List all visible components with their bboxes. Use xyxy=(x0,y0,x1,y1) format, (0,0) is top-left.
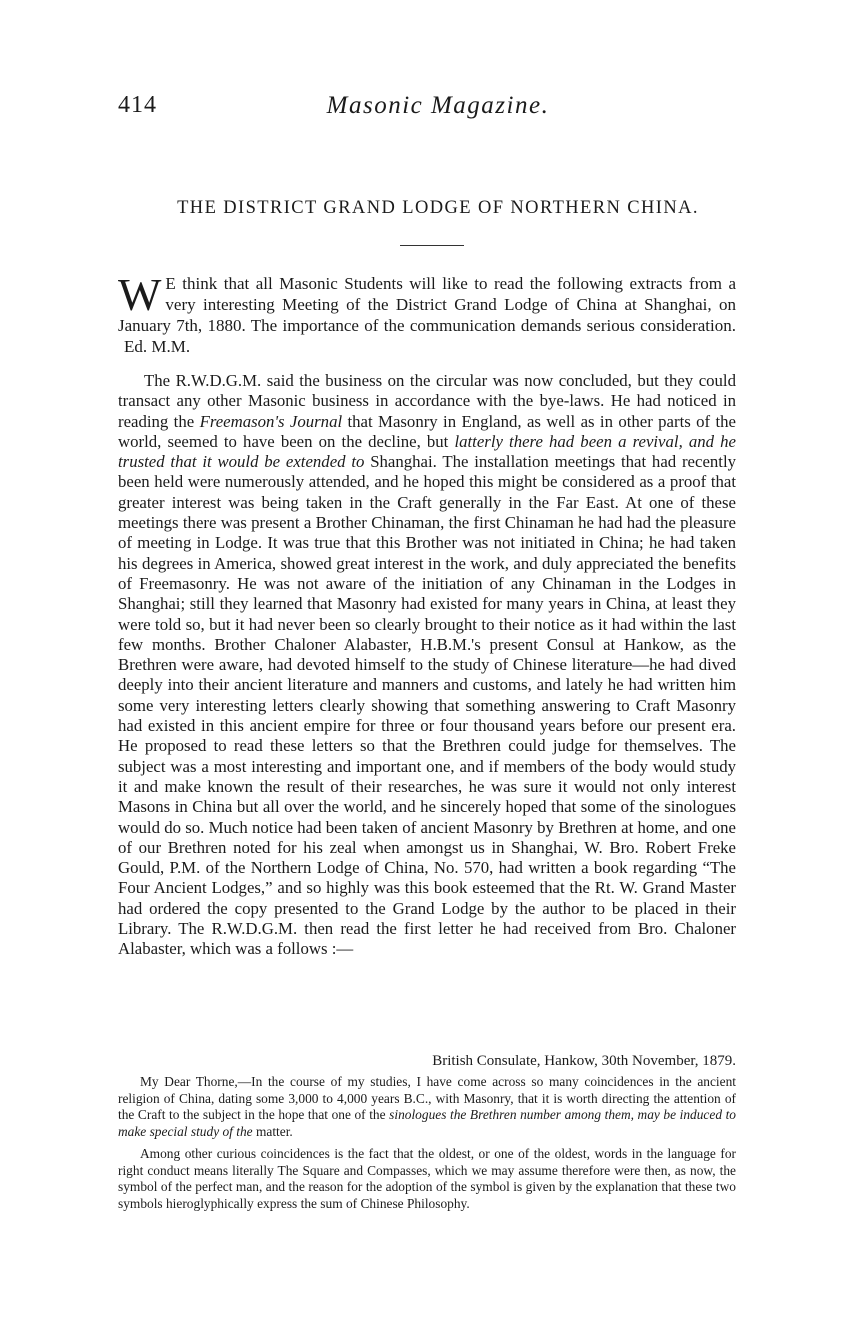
main-text-part-1: The R.W.D.G.M. said the business on the circular was now concluded, but they could transact any other Masonic business in accordance with the bye-laws. He had noticed in reading the xyxy=(118,371,736,431)
letter-text-1: My Dear Thorne,—In the course of my studies, I have come across so many coincidences in the ancient religion of China, dating some 3,000 to 4,000 years B.C., with Masonry, that it is worth directing the attention of the Craft to the subject in the hope that one of the xyxy=(118,1074,736,1123)
intro-paragraph xyxy=(118,269,736,357)
intro-text: E think that all Masonic Students will like to read the following extracts from a very interesting Meeting of the District Grand Lodge of China at Shanghai, on January 7th, 1880. The importance of the communication demands serious consideration. xyxy=(118,274,736,335)
running-head xyxy=(118,92,758,122)
editor-sign: Ed. M.M. xyxy=(124,337,191,356)
article-title: THE DISTRICT GRAND LODGE OF NORTHERN CHINA. xyxy=(177,198,699,218)
main-text-part-2: that Masonry in England, as well as in other parts of the world, seemed to have been on the decline, but xyxy=(118,411,737,451)
drop-cap: W xyxy=(118,269,162,320)
letter-dateline: British Consulate, Hankow, 30th November, 1879. xyxy=(432,1053,736,1069)
page-number: 414 xyxy=(118,92,157,118)
letter-body xyxy=(118,1074,736,1218)
letter-text-1-end: matter. xyxy=(252,1124,293,1140)
main-text-italic: latterly there had been a revival, and he trusted that it would be extended to xyxy=(118,431,736,472)
letter-paragraph-1 xyxy=(118,1074,736,1141)
main-text-part-3: Shanghai. The installation meetings that had recently been held were numerously attended, and he hoped this might be considered as a proof that greater interest was being taken in the Craft generally in the Far East. At one of these meetings there was present a Brother Chinaman, the first Chinaman he had had the pleasure of meeting in Lodge. It was true that this Brother was not initiated in China; he had taken his degrees in America, showed great interest in the work, and duly appreciated the benefits of Freemasonry. He was not aware of the initiation of any Chinaman in the Lodges in Shanghai; still they learned that Masonry had existed for many years in China, at least they were told so, but it had never been so clearly brought to their notice as it had within the last few months. Brother Chaloner Alabaster, H.B.M.'s present Consul at Hankow, as the Brethren were aware, had devoted himself to the study of Chinese literature—he had dived deeply into their ancient literature and manners and customs, and lately he had written him some very interesting letters clearly showing that something answering to Craft Masonry had existed in this ancient empire for three or four thousand years before our present era. He proposed to read these letters so that the Brethren could judge for themselves. The subject was a most interesting and important one, and if members of the body would study it and make known the result of their researches, he was sure it would not only interest Masons in China but all over the world, and he sincerely hoped that some of the sinologues would do so. Much notice had been taken of ancient Masonry by Brethren at home, and one of our Brethren noted for his zeal when amongst us in Shanghai, W. Bro. Robert Freke Gould, P.M. of the Northern Lodge of China, No. 570, had written a book regarding “The Four Ancient Lodges,” and so highly was this book esteemed that the Rt. W. Grand Master had ordered the copy presented to the Grand Lodge by the author to be placed in their Library. The R.W.D.G.M. then read the first letter he had received from Bro. Chaloner Alabaster, which was a follows :— xyxy=(118,452,737,959)
letter-paragraph-2: Among other curious coincidences is the fact that the oldest, or one of the oldest, words in the language for right conduct means literally The Square and Compasses, which we may assume therefore were then, as now, the symbol of the perfect man, and the reason for the adoption of the symbol is given by the explanation that these two symbols hieroglyphically express the sum of Chinese Philosophy. xyxy=(118,1145,736,1211)
journal-title: Freemason's Journal xyxy=(199,411,343,431)
title-rule xyxy=(400,245,464,246)
main-paragraph xyxy=(118,371,736,960)
letter-italic: sinologues the Brethren number among them, may be induced to make special study of the xyxy=(118,1107,736,1140)
magazine-title: Masonic Magazine. xyxy=(326,92,550,119)
